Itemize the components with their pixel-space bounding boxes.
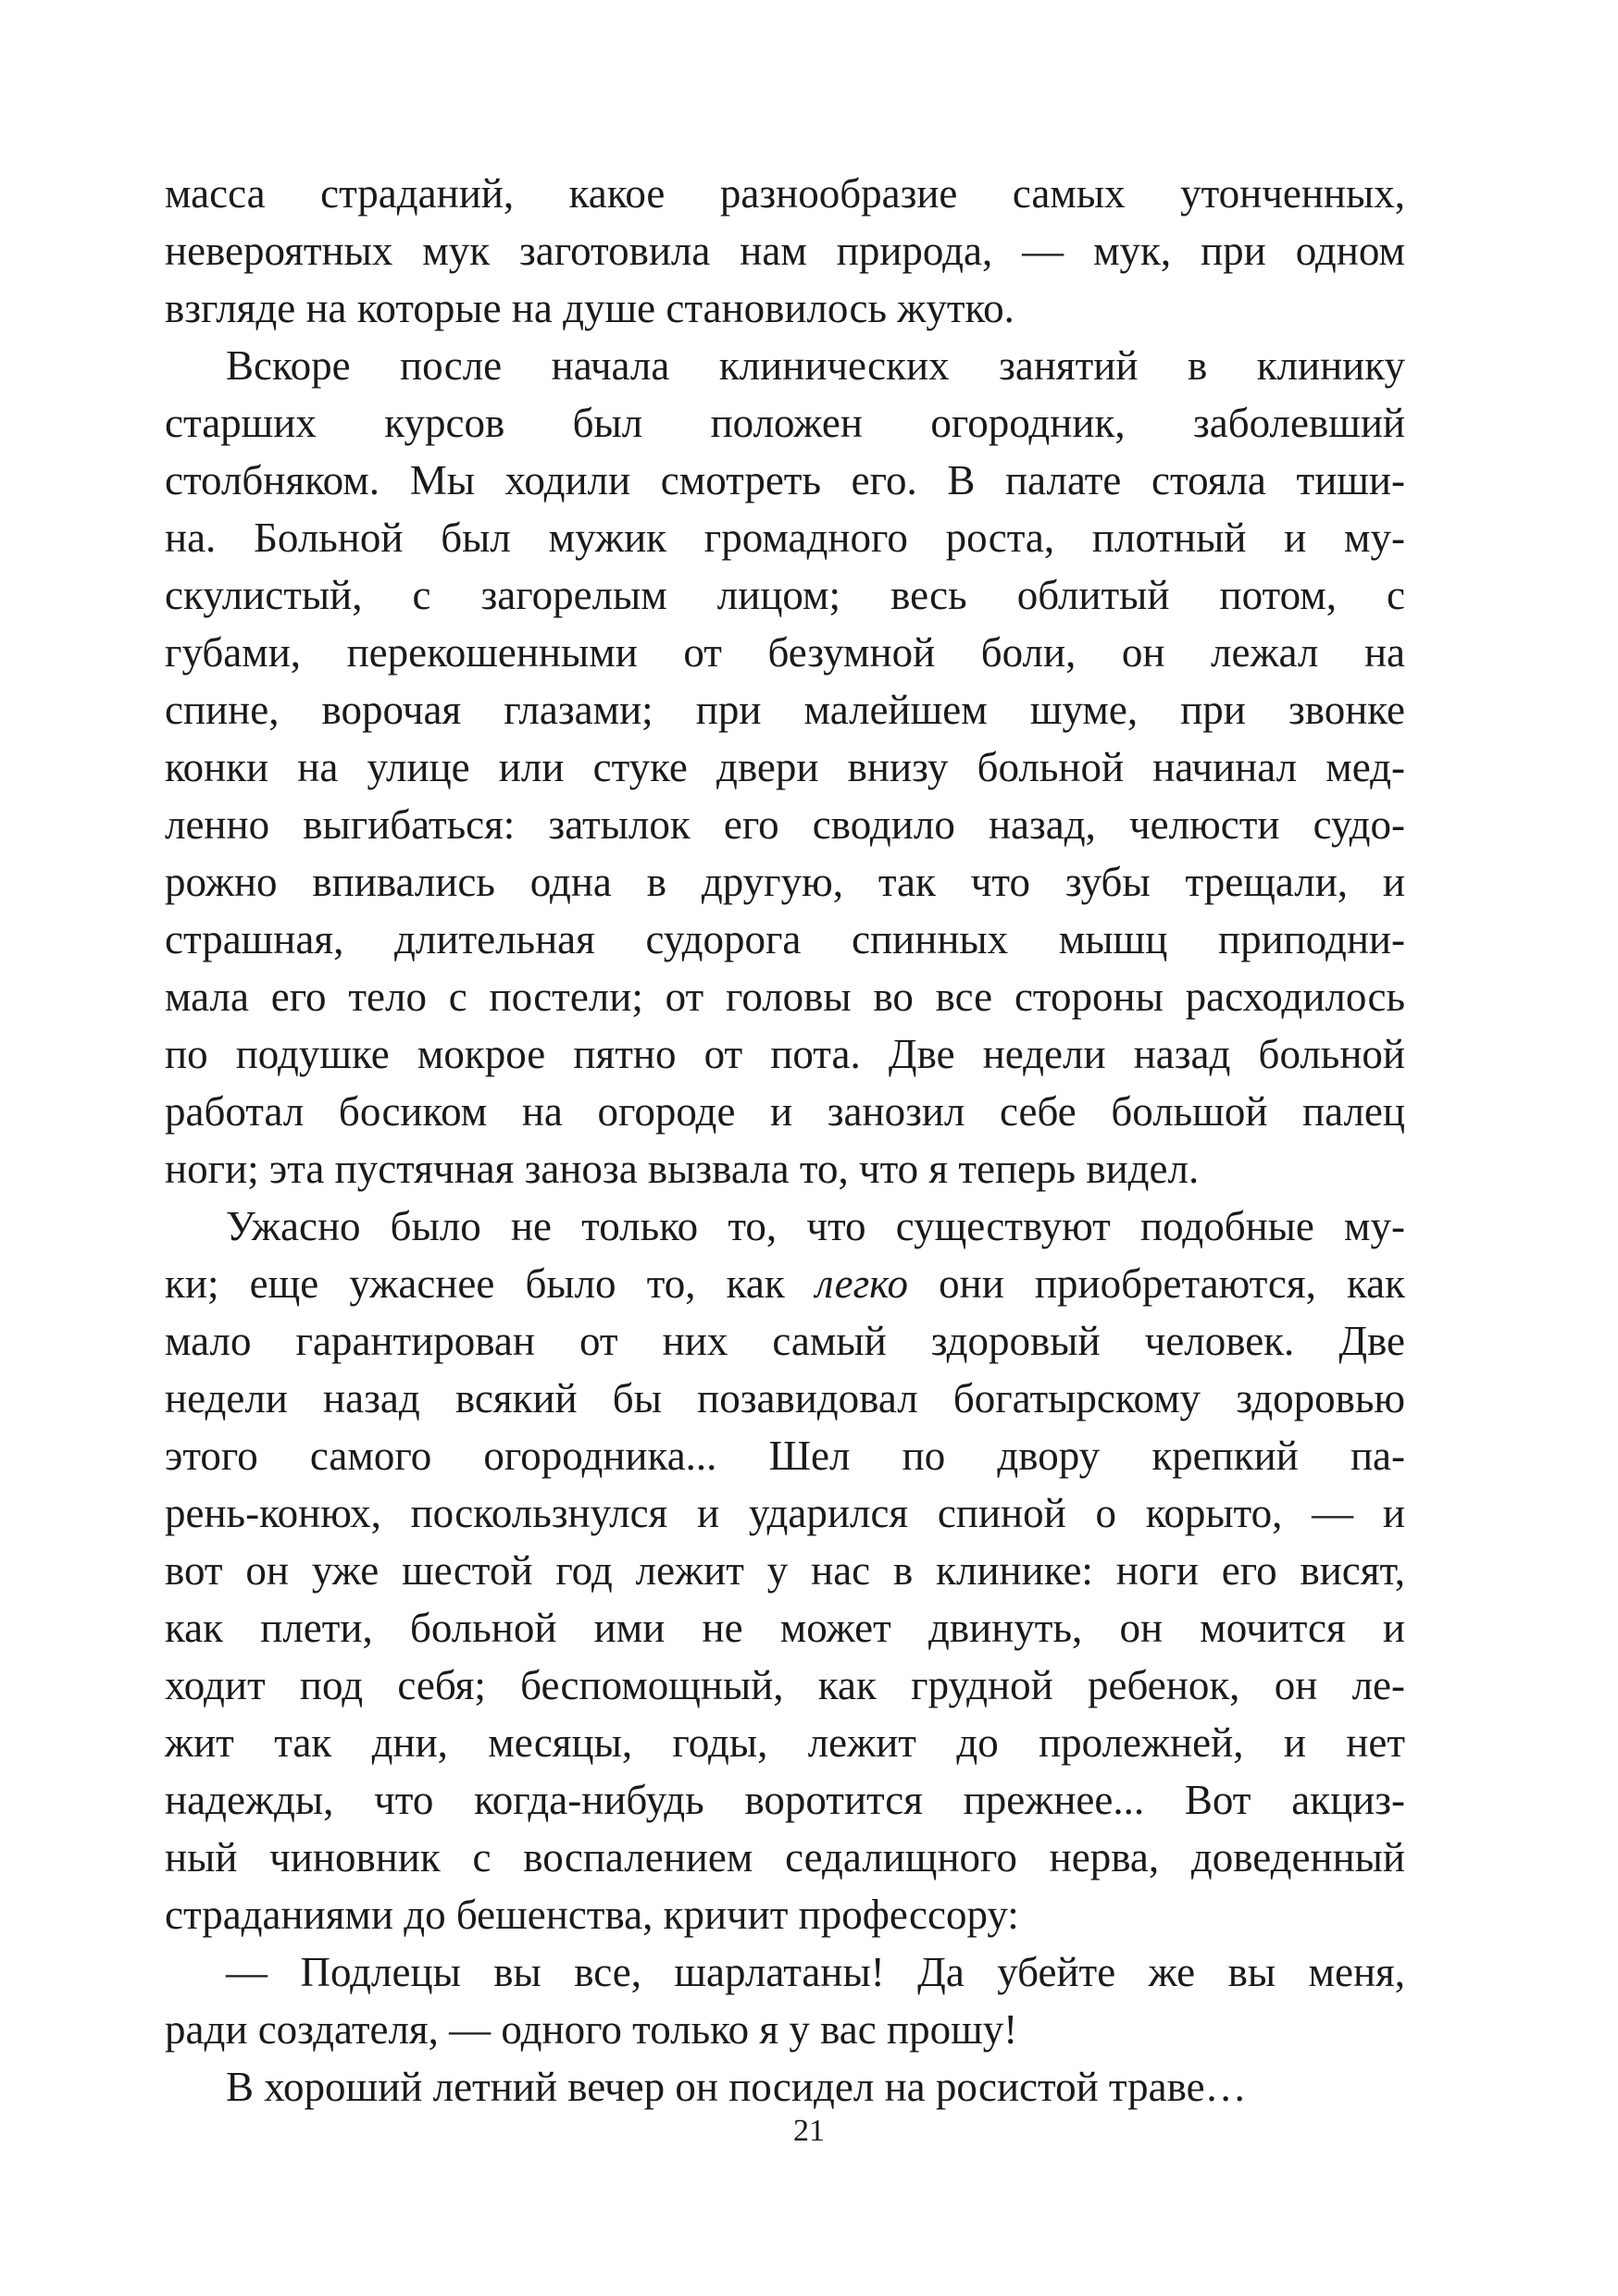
text-line: столбняком. Мы ходили смотреть его. В палате стояла тиши-	[165, 457, 1405, 503]
text-line: мало гарантирован от них самый здоровый человек. Две	[165, 1318, 1405, 1364]
text-line: этого самого огородника... Шел по двору крепкий па-	[165, 1433, 1405, 1479]
text-line: скулистый, с загорелым лицом; весь облитый потом, с	[165, 572, 1405, 618]
text-line: недели назад всякий бы позавидовал богатырскому здоровью	[165, 1375, 1405, 1421]
text-line: как плети, больной ими не может двинуть, он мочится и	[165, 1605, 1405, 1651]
text-line: губами, перекошенными от безумной боли, он лежал на	[165, 629, 1405, 676]
text-line: ходит под себя; беспомощный, как грудной ребенок, он ле-	[165, 1662, 1405, 1708]
text-line: спине, ворочая глазами; при малейшем шуме, при звонке	[165, 687, 1405, 733]
text-line: рожно впивались одна в другую, так что зубы трещали, и	[165, 859, 1405, 905]
text-line: взгляде на которые на душе становилось жутко.	[165, 285, 1014, 331]
body-text	[165, 165, 1405, 2116]
text-line: страданиями до бешенства, кричит профессору:	[165, 1892, 1019, 1938]
text-line: масса страданий, какое разнообразие самых утонченных,	[165, 170, 1405, 217]
text-line: Ужасно было не только то, что существуют подобные му-	[226, 1203, 1405, 1249]
page-number: 21	[793, 2114, 825, 2148]
text-line: ный чиновник с воспалением седалищного нерва, доведенный	[165, 1834, 1405, 1880]
text-line: работал босиком на огороде и занозил себе большой палец	[165, 1088, 1405, 1135]
text-line: мала его тело с постели; от головы во все стороны расходилось	[165, 974, 1405, 1020]
text-line: вот он уже шестой год лежит у нас в клинике: ноги его висят,	[165, 1547, 1405, 1594]
text-line: старших курсов был положен огородник, заболевший	[165, 400, 1405, 446]
text-line: рень-конюх, поскользнулся и ударился спиной о корыто, — и	[165, 1490, 1405, 1536]
text-line: конки на улице или стуке двери внизу больной начинал мед-	[165, 744, 1405, 790]
text-line: жит так дни, месяцы, годы, лежит до пролежней, и нет	[165, 1719, 1405, 1766]
text-line: на. Больной был мужик громадного роста, плотный и му-	[165, 515, 1405, 561]
text-line: — Подлецы вы все, шарлатаны! Да убейте же вы меня,	[226, 1949, 1405, 1995]
text-line: ленно выгибаться: затылок его сводило назад, челюсти судо-	[165, 801, 1405, 848]
text-line: ноги; эта пустячная заноза вызвала то, что я теперь видел.	[165, 1146, 1200, 1192]
text-line: страшная, длительная судорога спинных мышц приподни-	[165, 916, 1405, 962]
emphasis: легко	[815, 1260, 908, 1307]
text-line: по подушке мокрое пятно от пота. Две недели назад больной	[165, 1031, 1405, 1077]
text-line: ради создателя, — одного только я у вас прошу!	[165, 2006, 1018, 2053]
text-line: ки; еще ужаснее было то, как легко они приобретаются, как	[165, 1260, 1405, 1307]
text-line: Вскоре после начала клинических занятий в клинику	[226, 342, 1405, 389]
text-line: В хороший летний вечер он посидел на росистой траве…	[226, 2064, 1247, 2110]
text-line: невероятных мук заготовила нам природа, — мук, при одном	[165, 228, 1405, 274]
text-line: надежды, что когда-нибудь воротится прежнее... Вот акциз-	[165, 1777, 1405, 1823]
